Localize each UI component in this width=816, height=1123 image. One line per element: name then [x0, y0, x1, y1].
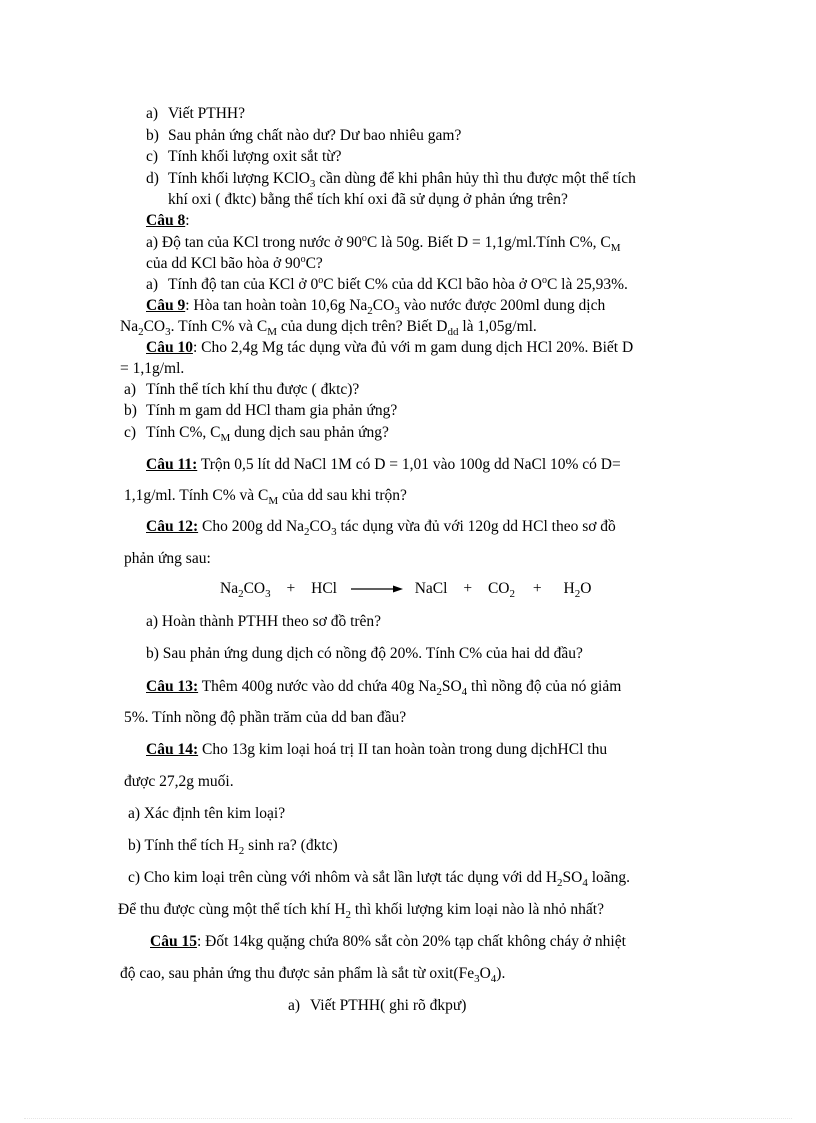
page-bottom-rule — [24, 1118, 792, 1119]
q10-b: b) Tính m gam dd HCl tham gia phản ứng? — [124, 402, 398, 419]
q14-b: b) Tính thể tích $H_2$ sinh ra? (đktc) — [128, 837, 338, 857]
q8-b: a) Tính độ tan của KCl ở 0$^o$C biết C% của dd KCl bão hòa ở $O^oC$ là 25,93%. — [146, 275, 628, 293]
q10-line1: Câu 10: Cho 2,4g Mg tác dụng vừa đủ với m gam dung dịch HCl 20%. Biết D — [146, 339, 634, 356]
reaction-equation: $Na_2CO_3$ + HCl NaCl + $CO_2 + H_2O$ — [220, 580, 592, 600]
q14-a: a) Xác định tên kim loại? — [128, 805, 286, 822]
q15-line2: độ cao, sau phản ứng thu được sản phẩm là sắt từ $oxit(Fe_3O_4)$. — [120, 965, 506, 985]
q7-d-cont: khí oxi ( đktc) bằng thể tích khí oxi đã sử dụng ở phản ứng trên? — [168, 191, 568, 208]
q12-b: b) Sau phản ứng dung dịch có nồng độ 20%. Tính C% của hai dd đầu? — [146, 645, 583, 662]
q13-line2: 5%. Tính nồng độ phần trăm của dd ban đầu? — [124, 709, 407, 726]
q10-c: c) Tính C%, $C_M$ dung dịch sau phản ứng? — [124, 424, 389, 444]
q11-line2: 1,1g/ml. Tính C% và $C_M$ của dd sau khi trộn? — [124, 487, 407, 507]
q9-line1: Câu 9: Hòa tan hoàn toàn 10,6g $Na_2CO_3$ vào nước được 200ml dung dịch — [146, 297, 606, 317]
q15-line1: Câu 15: Đốt 14kg quặng chứa 80% sắt còn 20% tạp chất không cháy ở nhiệt — [150, 933, 626, 950]
q8-title: Câu 8: — [146, 212, 190, 229]
q14-d: Để thu được cùng một thể tích khí $H_2$ thì khối lượng kim loại nào là nhỏ nhất? — [118, 901, 604, 921]
q8-a-line1: a) Độ tan của KCl trong nước ở 90$^o$C là 50g. Biết D = 1,1g/ml.Tính C%, $C_M$ — [146, 233, 621, 254]
q9-line2: $Na_2CO_3$. Tính C% và $C_M$ của dung dịch trên? Biết $D_{dd}$ là 1,05g/ml. — [120, 318, 537, 338]
q12-line2: phản ứng sau: — [124, 550, 211, 567]
q10-a: a) Tính thể tích khí thu được ( đktc)? — [124, 381, 360, 398]
q12-a: a) Hoàn thành PTHH theo sơ đồ trên? — [146, 613, 382, 630]
q14-line1: Câu 14: Cho 13g kim loại hoá trị II tan hoàn toàn trong dung dịchHCl thu — [146, 741, 608, 758]
q7-d: d) Tính khối lượng KClO$_3$ cần dùng để khi phân hủy thì thu được một thể tích — [146, 170, 636, 190]
q7-b: b) Sau phản ứng chất nào dư? Dư bao nhiêu gam? — [146, 127, 462, 144]
q7-c: c) Tính khối lượng oxit sắt từ? — [146, 148, 342, 165]
q14-c: c) Cho kim loại trên cùng với nhôm và sắt lần lượt tác dụng với dd $H_2SO_4$ loãng. — [128, 869, 631, 889]
q12-line1: Câu 12: Cho 200g dd $Na_2CO_3$ tác dụng vừa đủ với 120g dd HCl theo sơ đồ — [146, 518, 616, 538]
q15-a: a) Viết PTHH( ghi rõ đkpư) — [288, 997, 467, 1014]
reaction-arrow-icon — [351, 584, 403, 594]
q11-line1: Câu 11: Trộn 0,5 lít dd NaCl 1M có D = 1,01 vào 100g dd NaCl 10% có D= — [146, 456, 621, 473]
q8-a-line2: của dd KCl bão hòa ở 90$^o$C? — [146, 254, 323, 272]
q14-line2: được 27,2g muối. — [124, 773, 234, 790]
q7-a: a) Viết PTHH? — [146, 105, 245, 122]
q10-line2: = 1,1g/ml. — [120, 360, 185, 377]
q13-line1: Câu 13: Thêm 400g nước vào dd chứa 40g $Na_2SO_4$ thì nồng độ của nó giảm — [146, 678, 622, 698]
